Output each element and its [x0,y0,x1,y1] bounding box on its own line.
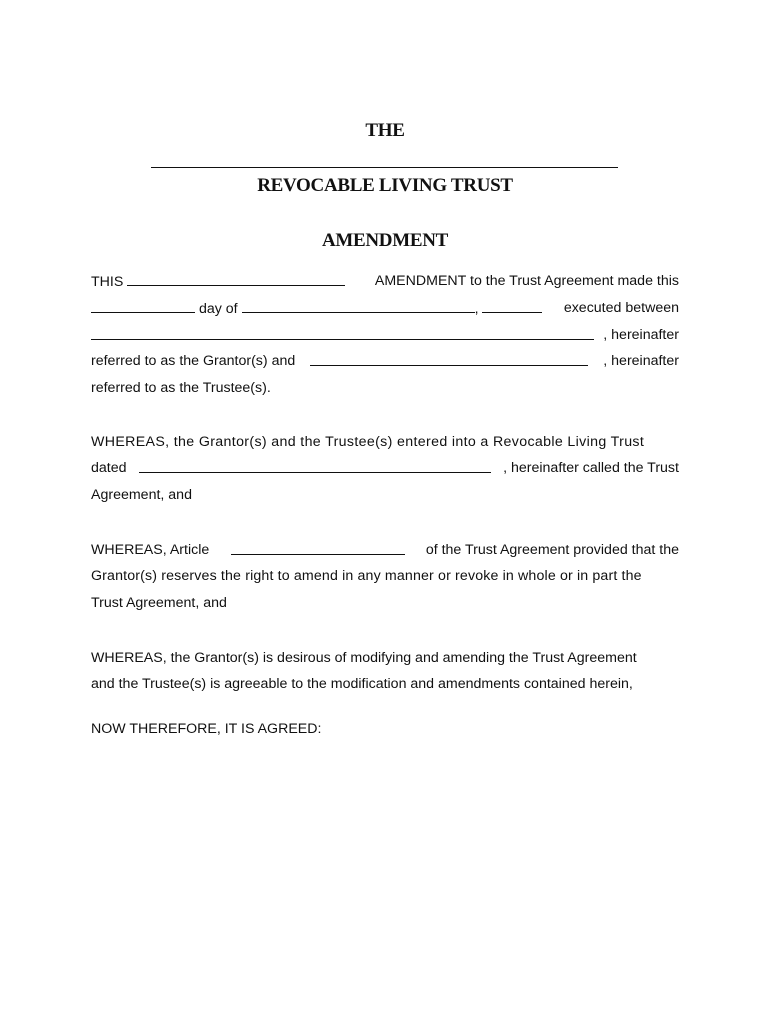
whereas-desirous-text: WHEREAS, the Grantor(s) is desirous of modifying and amending the Trust Agreement [91,650,637,666]
referred-trustee-label: referred to as the Trustee(s). [91,380,271,396]
reserves-right-text: Grantor(s) reserves the right to amend in any manner or revoke in whole or in part the [91,568,642,584]
amendment-number-blank[interactable] [127,272,345,286]
hereinafter-label-2: , hereinafter [603,353,679,369]
para1-line1 [91,272,679,291]
para2-line1 [91,433,679,451]
trust-name-blank[interactable] [151,167,618,168]
year-blank[interactable] [482,299,542,313]
this-label: THIS [91,274,124,290]
month-blank[interactable] [242,299,475,313]
para1-line2 [91,299,679,318]
article-number-blank[interactable] [231,541,405,555]
para1-line3 [91,326,679,344]
of-trust-label: of the Trust Agreement provided that the [425,542,679,558]
para2-line2 [91,459,679,477]
day-blank[interactable] [91,299,195,313]
agreement-and-text: Agreement, and [91,487,192,503]
title-amendment: AMENDMENT [321,230,449,251]
comma-label: , [474,301,479,317]
hereinafter-called-label: , hereinafter called the Trust [503,460,679,476]
trustee-name-blank[interactable] [310,352,588,366]
trustee-agreeable-text: and the Trustee(s) is agreeable to the modification and amendments contained herein, [91,676,633,692]
trust-agreement-and-text: Trust Agreement, and [91,595,227,611]
whereas-article-label: WHEREAS, Article [91,542,210,558]
referred-grantor-label: referred to as the Grantor(s) and [91,353,296,369]
whereas-entered-text: WHEREAS, the Grantor(s) and the Trustee(s) entered into a Revocable Living Trust [91,434,645,450]
day-of-label: day of [198,301,238,317]
amendment-text: AMENDMENT to the Trust Agreement made this [374,273,679,289]
para3-line1 [91,541,679,559]
title-revocable-living-trust: REVOCABLE LIVING TRUST [257,175,513,196]
executed-between-label: executed between [563,300,679,316]
hereinafter-label-1: , hereinafter [603,327,679,343]
title-the: THE [365,120,405,141]
dated-label: dated [91,460,127,476]
trust-date-blank[interactable] [139,459,491,473]
grantor-name-blank[interactable] [91,326,594,340]
para1-line4 [91,352,679,370]
now-therefore-text: NOW THEREFORE, IT IS AGREED: [91,721,322,737]
